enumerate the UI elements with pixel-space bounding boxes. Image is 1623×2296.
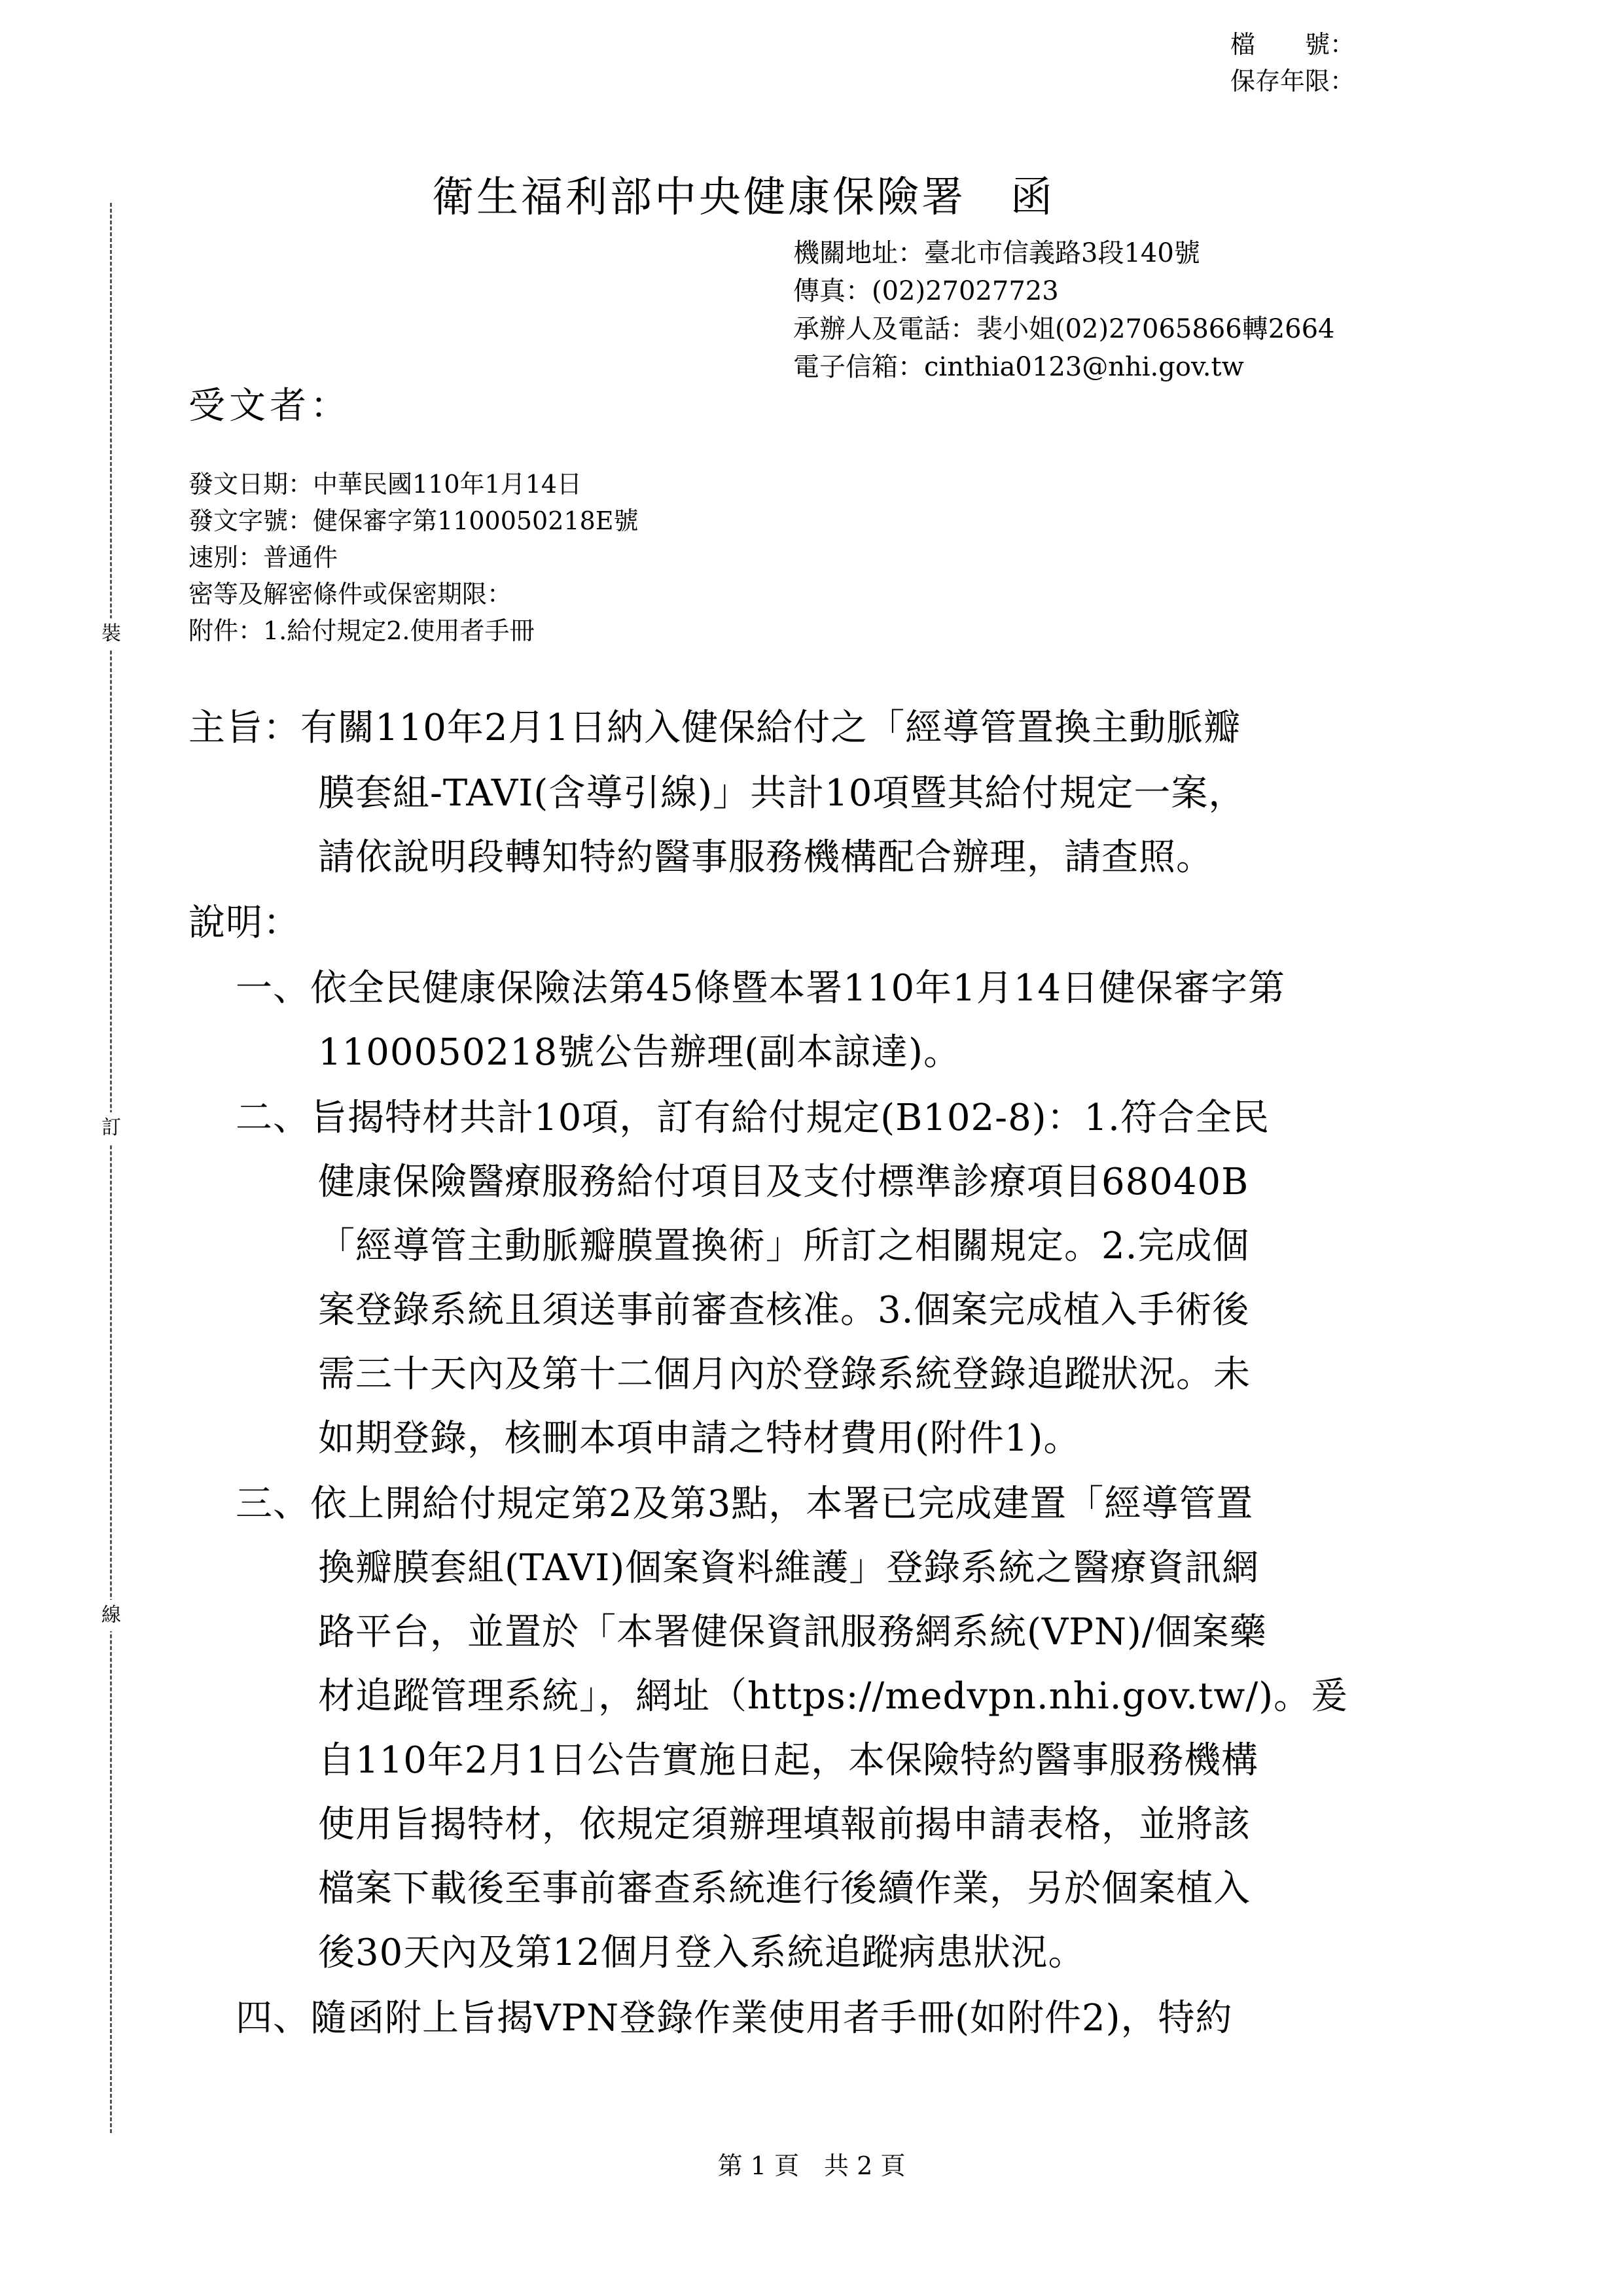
explanation-item-line: 材追蹤管理系統」，網址（https://medvpn.nhi.gov.tw/)。爰: [318, 1675, 1349, 1718]
explanation-item-line: 路平台，並置於「本署健保資訊服務網系統(VPN)/個案藥: [318, 1611, 1267, 1653]
explanation-item-line: 「經導管主動脈瓣膜置換術」所訂之相關規定。2.完成個: [318, 1225, 1250, 1267]
issue-number: 發文字號：健保審字第1100050218E號: [188, 506, 639, 535]
handler-phone: 承辦人及電話：裴小姐(02)27065866轉2664: [793, 314, 1335, 344]
header-meta: [1230, 26, 1571, 99]
contact-block: [793, 234, 1335, 386]
fax-number: 傳真：(02)27027723: [793, 276, 1059, 306]
explanation-item-line: 檔案下載後至事前審查系統進行後續作業，另於個案植入: [318, 1867, 1251, 1910]
secrecy-level: 密等及解密條件或保密期限：: [188, 580, 512, 609]
explanation-item-line: 需三十天內及第十二個月內於登錄系統登錄追蹤狀況。未: [318, 1353, 1251, 1396]
explanation-item-line: 健康保險醫療服務給付項目及支付標準診療項目68040B: [318, 1161, 1249, 1203]
retention-period-label: 保存年限：: [1230, 67, 1355, 96]
explanation-item-line: 如期登錄，核刪本項申請之特材費用(附件1)。: [318, 1417, 1081, 1460]
document-info: [188, 466, 639, 649]
explanation-item-line: 1100050218號公告辦理(副本諒達)。: [318, 1031, 961, 1074]
subject-line: 膜套組-TAVI(含導引線)」共計10項暨其給付規定一案，: [318, 772, 1246, 815]
explanation-label: 說明：: [188, 902, 300, 944]
explanation-item-line: 一、依全民健康保險法第45條暨本署110年1月14日健保審字第: [236, 967, 1286, 1010]
binding-dashed-line: [110, 203, 112, 2133]
attachments: 附件：1.給付規定2.使用者手冊: [188, 616, 535, 645]
page-footer: 第 1 頁 共 2 頁: [717, 2151, 906, 2180]
document-title: 衛生福利部中央健康保險署 函: [432, 173, 1055, 222]
agency-address: 機關地址：臺北市信義路3段140號: [793, 238, 1200, 268]
subject-line: 請依說明段轉知特約醫事服務機構配合辦理，請查照。: [318, 836, 1213, 879]
explanation-item-line: 二、旨揭特材共計10項，訂有給付規定(B102-8)：1.符合全民: [236, 1097, 1270, 1139]
email-address: 電子信箱：cinthia0123@nhi.gov.tw: [793, 352, 1244, 382]
subject-line: 主旨：有關110年2月1日納入健保給付之「經導管置換主動脈瓣: [188, 707, 1241, 749]
explanation-item-line: 使用旨揭特材，依規定須辦理填報前揭申請表格，並將該: [318, 1803, 1251, 1846]
binding-mark-ding: 訂: [97, 1112, 126, 1144]
explanation-item-line: 換瓣膜套組(TAVI)個案資料維護」登錄系統之醫療資訊網: [318, 1547, 1260, 1589]
issue-date: 發文日期：中華民國110年1月14日: [188, 470, 582, 499]
file-number-label: 檔 號：: [1230, 30, 1355, 59]
binding-mark-xian: 線: [97, 1600, 126, 1631]
explanation-item-line: 後30天內及第12個月登入系統追蹤病患狀況。: [318, 1932, 1086, 1974]
explanation-item-line: 三、依上開給付規定第2及第3點，本署已完成建置「經導管置: [236, 1483, 1254, 1525]
explanation-item-line: 四、隨函附上旨揭VPN登錄作業使用者手冊(如附件2)，特約: [236, 1997, 1233, 2040]
recipient-label: 受文者：: [188, 385, 351, 427]
delivery-speed: 速別：普通件: [188, 543, 338, 572]
binding-mark-zhuang: 裝: [97, 618, 126, 650]
explanation-item-line: 自110年2月1日公告實施日起，本保險特約醫事服務機構: [318, 1739, 1259, 1782]
explanation-item-line: 案登錄系統且須送事前審查核准。3.個案完成植入手術後: [318, 1289, 1250, 1332]
